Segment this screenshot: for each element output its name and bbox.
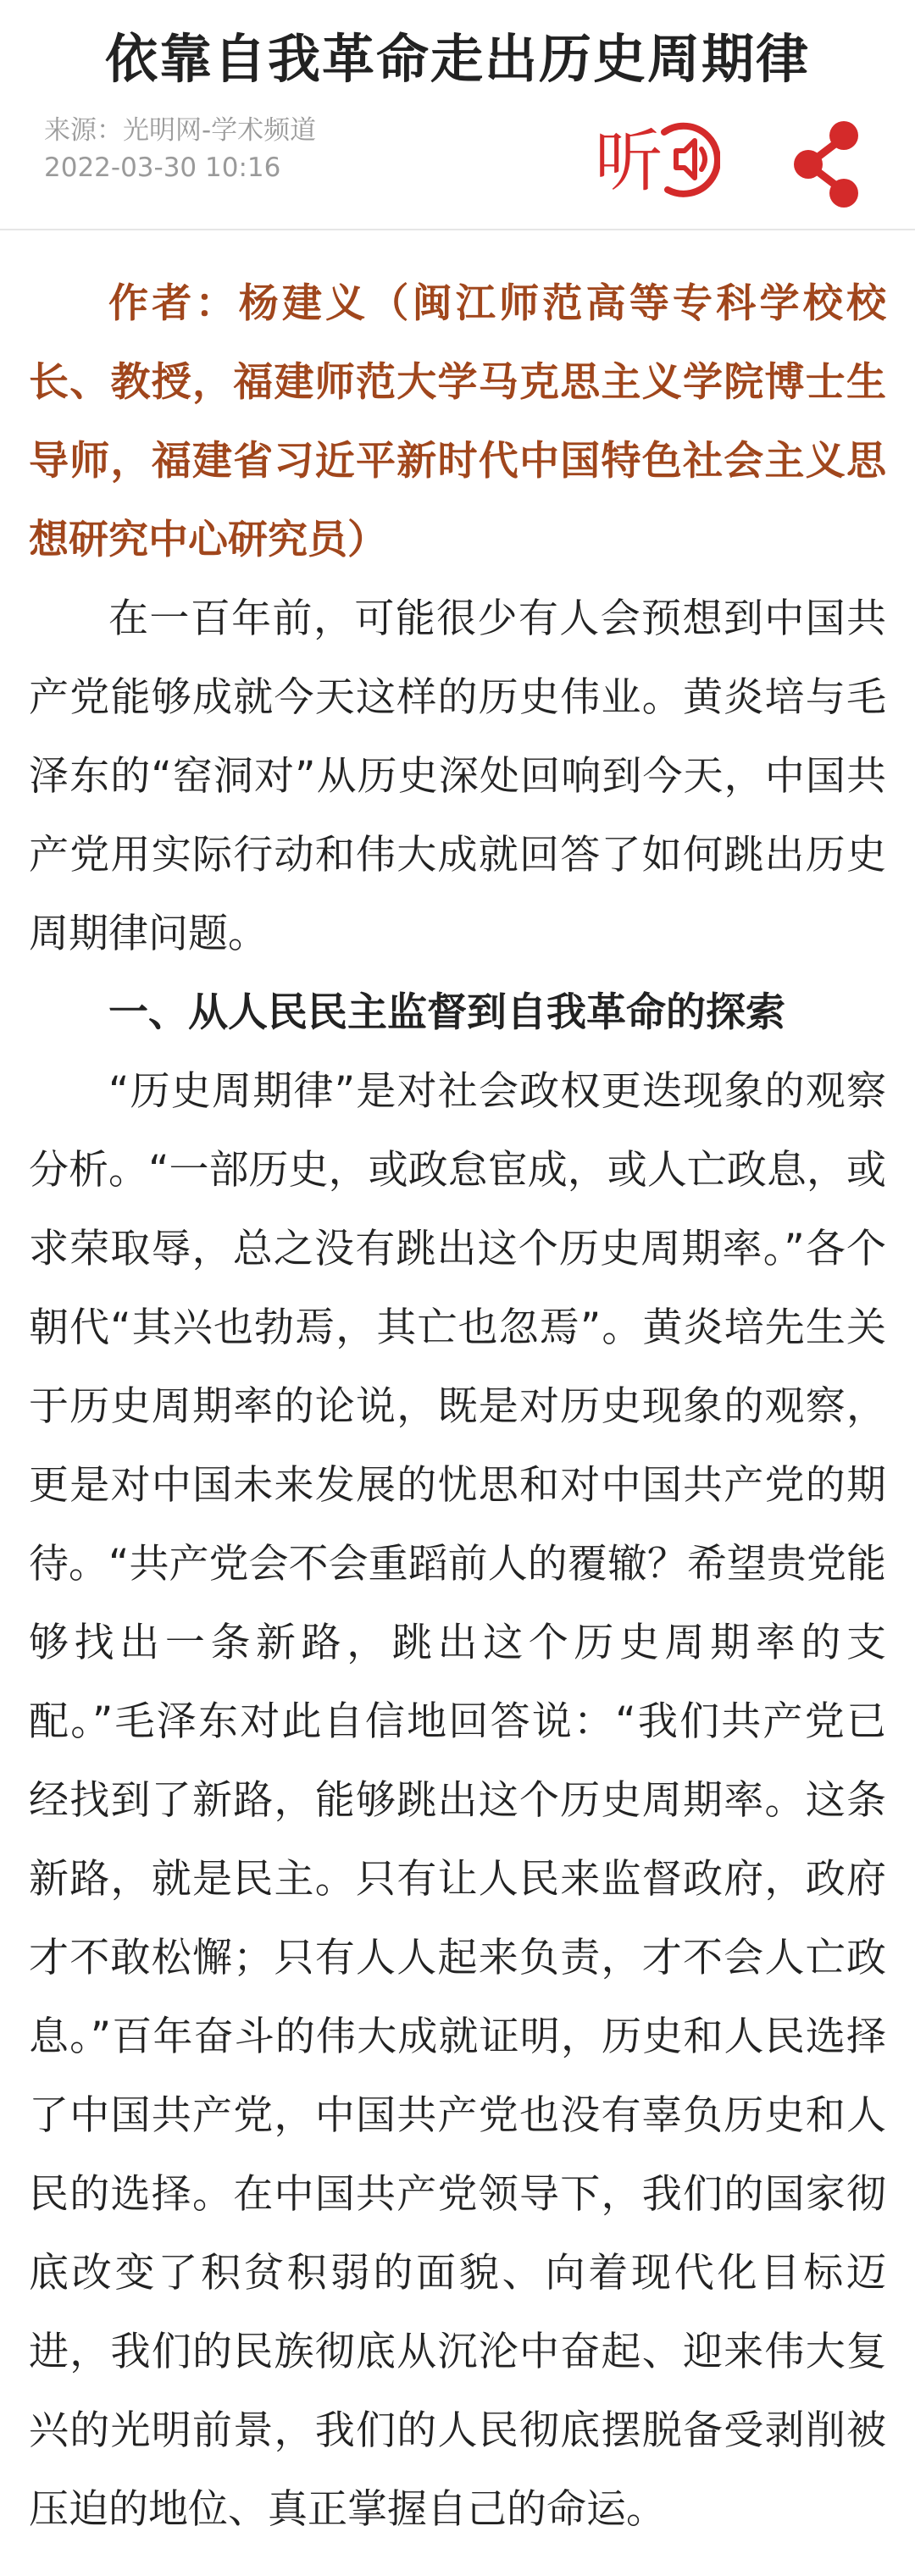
article-body: [0, 264, 915, 2549]
article-header: [0, 0, 915, 230]
article-date: 2022-03-30 10:16: [44, 152, 281, 183]
author-line: 作者：杨建义（闽江师范高等专科学校校长、教授，福建师范大学马克思主义学院博士生导师，福建省习近平新时代中国特色社会主义思想研究中心研究员）: [29, 280, 886, 563]
paragraph: “历史周期律”是对社会政权更迭现象的观察分析。“一部历史，或政怠宦成，或人亡政息，或求荣取辱，总之没有跳出这个历史周期率。”各个朝代“其兴也勃焉，其亡也忽焉”。黄炎培先生关于历史周期率的论说，既是对历史现象的观察，更是对中国未来发展的忧思和对中国共产党的期待。“共产党会不会重蹈前人的覆辙？希望贵党能够找出一条新路，跳出这个历史周期率的支配。”毛泽东对此自信地回答说：“我们共产党已经找到了新路，能够跳出这个历史周期率。这条新路，就是民主。只有让人民来监督政府，政府才不敢松懈；只有人人起来负责，才不会人亡政息。”百年奋斗的伟大成就证明，历史和人民选择了中国共产党，中国共产党也没有辜负历史和人民的选择。在中国共产党领导下，我们的国家彻底改变了积贫积弱的面貌、向着现代化目标迈进，我们的民族彻底从沉沦中奋起、迎来伟大复兴的光明前景，我们的人民彻底摆脱备受剥削被压迫的地位、真正掌握自己的命运。: [29, 1068, 886, 2533]
listen-label: 听: [595, 122, 663, 201]
listen-audio-icon: [593, 117, 720, 202]
section-heading: 一、从人民民主监督到自我革命的探索: [108, 989, 785, 1036]
article-source: 来源：光明网-学术频道: [44, 115, 317, 146]
article-meta: [44, 112, 316, 186]
share-button[interactable]: [791, 117, 862, 210]
listen-button[interactable]: [593, 117, 720, 202]
article-title: 依靠自我革命走出历史周期律: [104, 28, 810, 90]
share-icon: [791, 117, 862, 210]
paragraph: 在一百年前，可能很少有人会预想到中国共产党能够成就今天这样的历史伟业。黄炎培与毛泽东的“窑洞对”从历史深处回响到今天，中国共产党用实际行动和伟大成就回答了如何跳出历史周期律问题。: [29, 596, 886, 957]
